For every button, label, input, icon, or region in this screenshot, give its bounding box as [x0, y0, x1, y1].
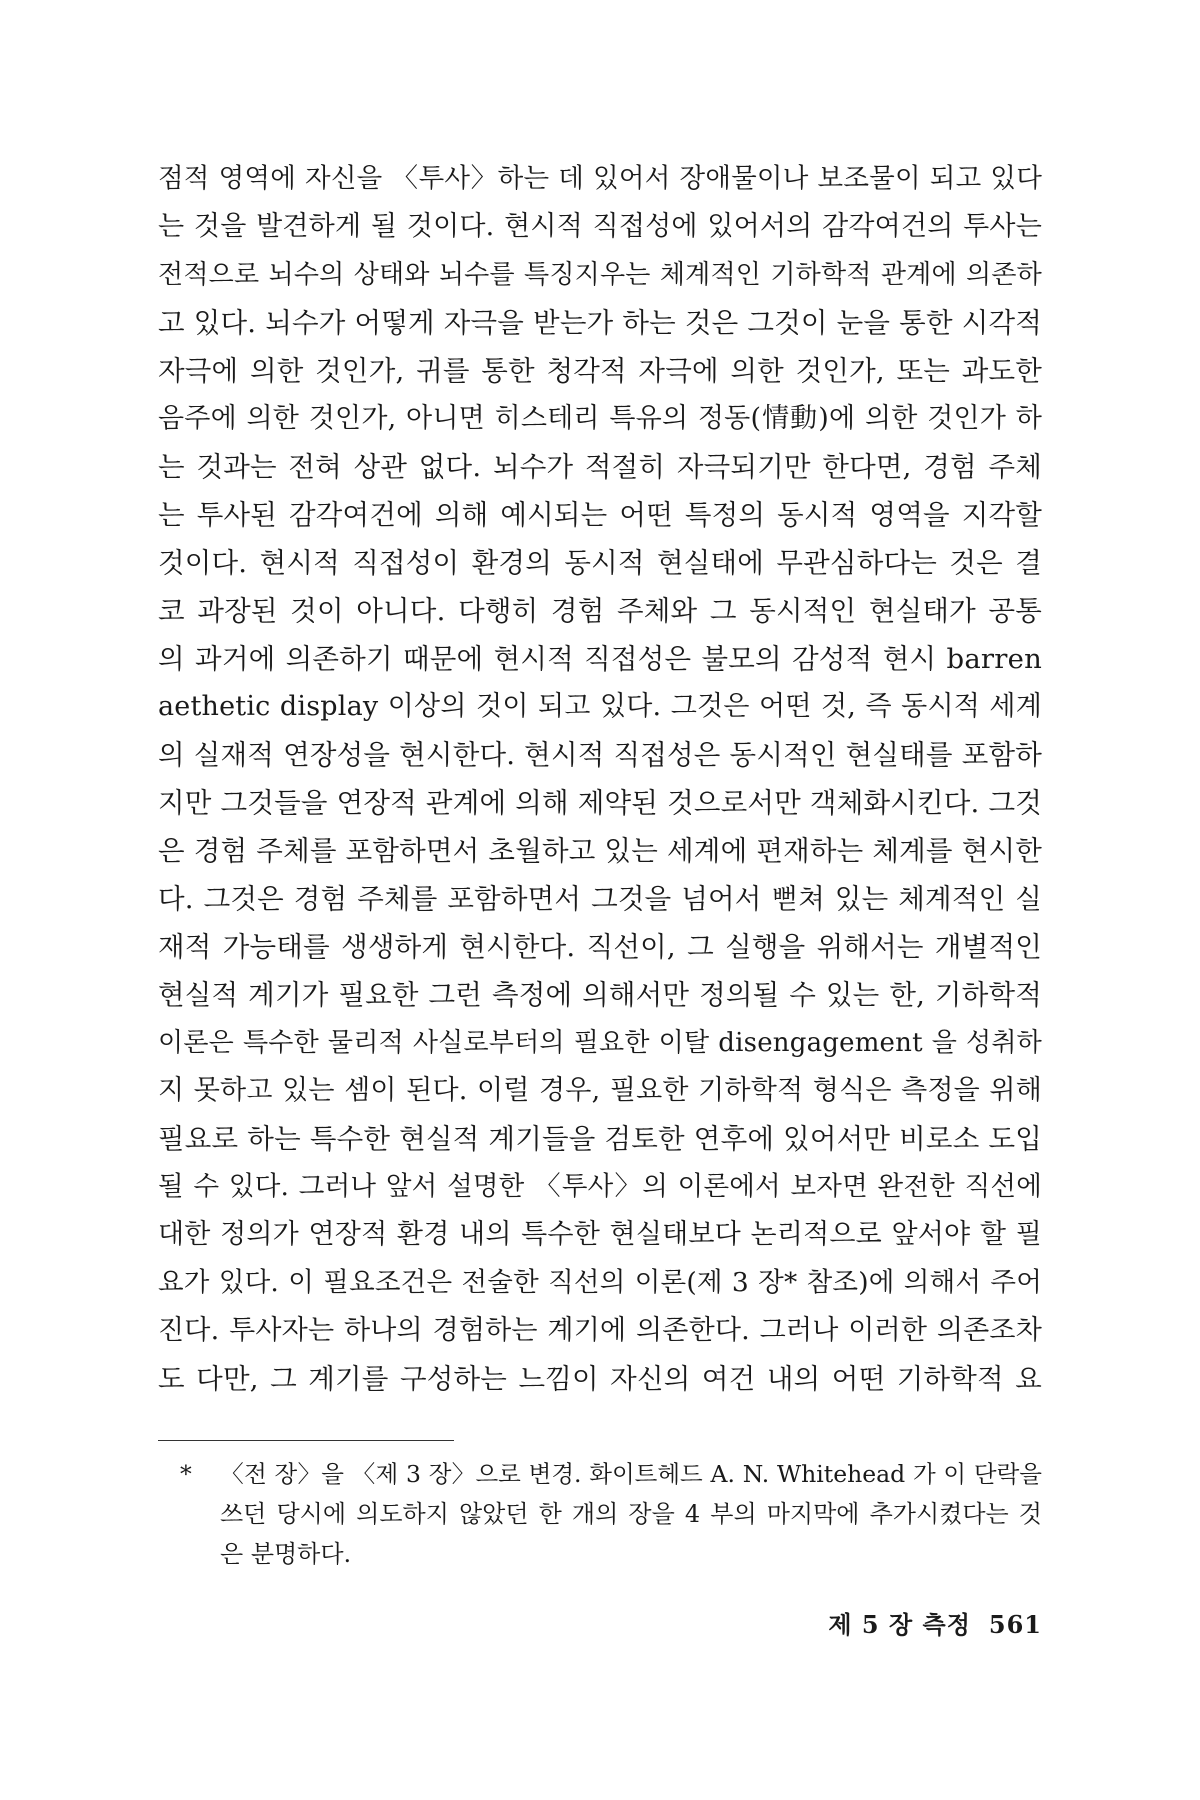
- footnote-mark: *: [180, 1460, 192, 1488]
- body-line: aethetic display 이상의 것이 되고 있다. 그것은 어떤 것, 즉 동시적 세계: [158, 691, 1042, 722]
- body-line: 될 수 있다. 그러나 앞서 설명한 〈투사〉의 이론에서 보자면 완전한 직선에: [158, 1171, 1042, 1202]
- body-line: 진다. 투사자는 하나의 경험하는 계기에 의존한다. 그러나 이러한 의존조차: [158, 1315, 1042, 1346]
- body-line: 대한 정의가 연장적 환경 내의 특수한 현실태보다 논리적으로 앞서야 할 필: [158, 1219, 1042, 1250]
- running-footer: [828, 1605, 1042, 1640]
- body-line: 다. 그것은 경험 주체를 포함하면서 그것을 넘어서 뻗쳐 있는 체계적인 실: [158, 883, 1042, 915]
- body-line: 요가 있다. 이 필요조건은 전술한 직선의 이론(제 3 장* 참조)에 의해서 주어: [158, 1267, 1042, 1298]
- chapter-title: 제 5 장 측정: [828, 1610, 971, 1639]
- body-line: 는 것과는 전혀 상관 없다. 뇌수가 적절히 자극되기만 한다면, 경험 주체: [158, 451, 1042, 483]
- body-line: 고 있다. 뇌수가 어떻게 자극을 받는가 하는 것은 그것이 눈을 통한 시각적: [158, 307, 1042, 339]
- footnote-rule: [158, 1440, 454, 1441]
- footnote-line: 쓰던 당시에 의도하지 않았던 한 개의 장을 4 부의 마지막에 추가시켰다는 것: [220, 1500, 1042, 1528]
- body-line: 도 다만, 그 계기를 구성하는 느낌이 자신의 여건 내의 어떤 기하학적 요: [158, 1363, 1042, 1395]
- body-line: 는 것을 발견하게 될 것이다. 현시적 직접성에 있어서의 감각여건의 투사는: [158, 211, 1042, 242]
- body-line: 은 경험 주체를 포함하면서 초월하고 있는 세계에 편재하는 체계를 현시한: [158, 835, 1042, 867]
- body-line: 지 못하고 있는 셈이 된다. 이럴 경우, 필요한 기하학적 형식은 측정을 위해: [158, 1075, 1042, 1106]
- footnote-line-text: 〈전 장〉을 〈제 3 장〉으로 변경. 화이트헤드 A. N. Whitehead 가 이 단락을: [220, 1460, 1042, 1488]
- body-line: 것이다. 현시적 직접성이 환경의 동시적 현실태에 무관심하다는 것은 결: [158, 547, 1042, 579]
- footnote: [180, 1454, 1042, 1574]
- body-line: 자극에 의한 것인가, 귀를 통한 청각적 자극에 의한 것인가, 또는 과도한: [158, 355, 1042, 387]
- body-line: 점적 영역에 자신을 〈투사〉하는 데 있어서 장애물이나 보조물이 되고 있다: [158, 163, 1042, 194]
- footnote-line: [180, 1454, 1042, 1494]
- body-line: 음주에 의한 것인가, 아니면 히스테리 특유의 정동(情動)에 의한 것인가 하: [158, 403, 1042, 434]
- body-line: 재적 가능태를 생생하게 현시한다. 직선이, 그 실행을 위해서는 개별적인: [158, 931, 1042, 963]
- body-line: 의 실재적 연장성을 현시한다. 현시적 직접성은 동시적인 현실태를 포함하: [158, 739, 1042, 771]
- body-line: 지만 그것들을 연장적 관계에 의해 제약된 것으로서만 객체화시킨다. 그것: [158, 787, 1042, 819]
- page-number: 561: [988, 1610, 1042, 1639]
- body-line: 코 과장된 것이 아니다. 다행히 경험 주체와 그 동시적인 현실태가 공통: [158, 595, 1042, 627]
- body-line: 필요로 하는 특수한 현실적 계기들을 검토한 연후에 있어서만 비로소 도입: [158, 1123, 1042, 1155]
- footnote-line: 은 분명하다.: [220, 1540, 352, 1568]
- body-line: 는 투사된 감각여건에 의해 예시되는 어떤 특정의 동시적 영역을 지각할: [158, 499, 1042, 531]
- body-line: 전적으로 뇌수의 상태와 뇌수를 특징지우는 체계적인 기하학적 관계에 의존하: [158, 260, 1042, 290]
- body-text: [158, 155, 1042, 1403]
- body-line: 현실적 계기가 필요한 그런 측정에 의해서만 정의될 수 있는 한, 기하학적: [158, 979, 1042, 1011]
- body-line: 의 과거에 의존하기 때문에 현시적 직접성은 불모의 감성적 현시 barren: [158, 643, 1042, 675]
- body-line: 이론은 특수한 물리적 사실로부터의 필요한 이탈 disengagement 을 성취하: [158, 1028, 1042, 1058]
